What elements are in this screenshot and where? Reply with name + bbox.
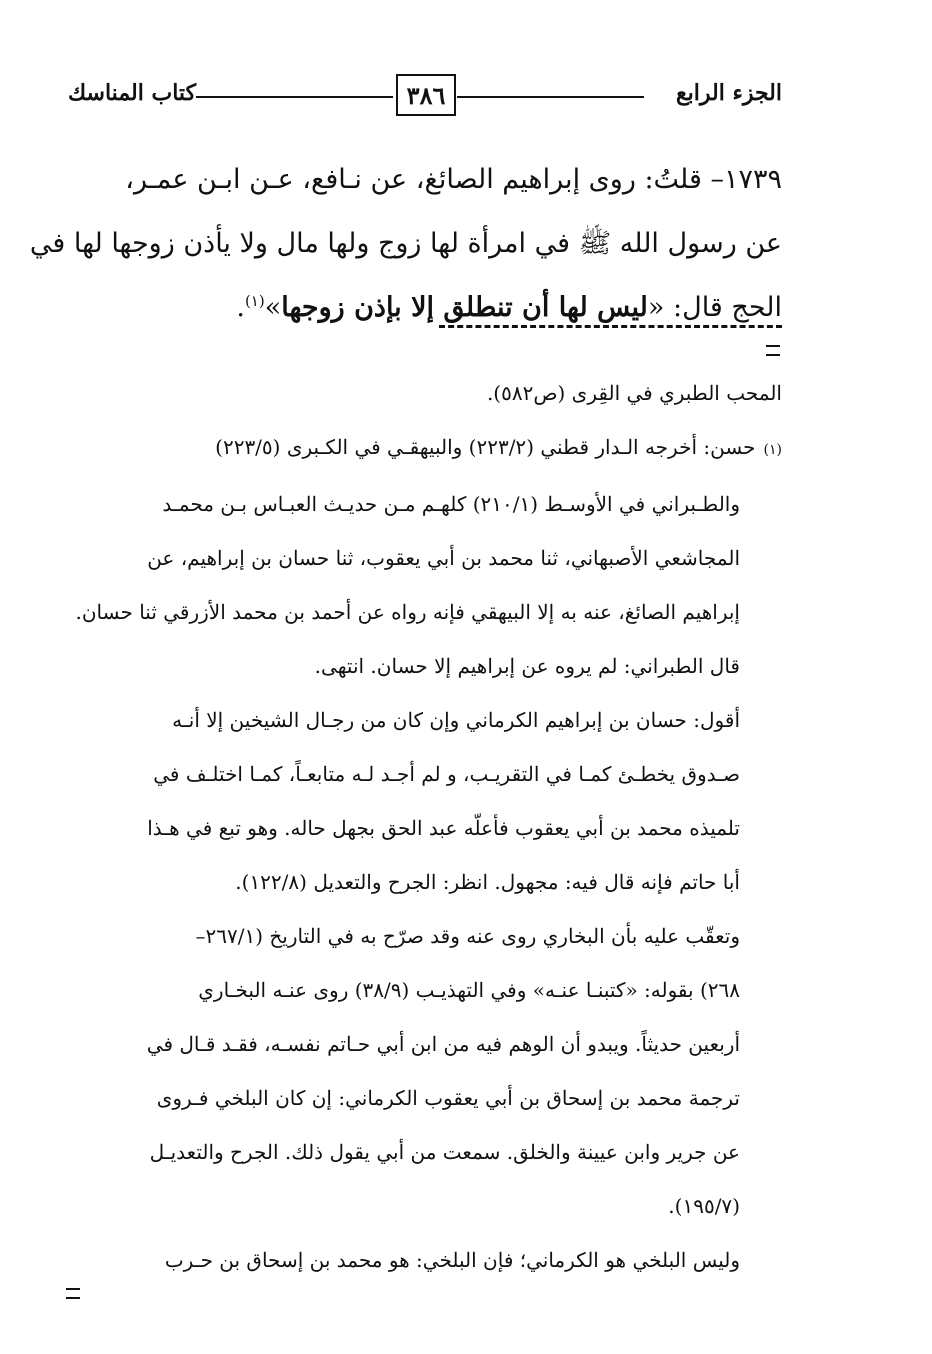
page-header (60, 74, 782, 124)
book-title: كتاب المناسك (68, 80, 197, 106)
footnote-line-15: (١٩٥/٧). (668, 1194, 740, 1218)
page-number: ٣٨٦ (396, 74, 456, 116)
footnote-line-7: صـدوق يخطـئ كمـا في التقريـب، و لم أجـد لـه متابعـاً، كمـا اختلـف في (153, 762, 740, 786)
footnote-reference: (١) (244, 292, 265, 310)
main-line-3-prefix: الحج قال: « (647, 292, 782, 323)
footnote-line-3: المجاشعي الأصبهاني، ثنا محمد بن أبي يعقوب، ثنا حسان بن إبراهيم، عن (147, 546, 740, 570)
main-line-3-suffix: » (264, 292, 282, 323)
footnote-line-1 (72, 420, 782, 477)
footnote-separator (439, 325, 782, 328)
main-line-1: ١٧٣٩– قلتُ: روى إبراهيم الصائغ، عن نـافع، عـن ابـن عمـر، (125, 164, 782, 195)
header-rule-right (457, 96, 644, 98)
main-line-3 (72, 276, 782, 340)
header-rule-left (196, 96, 393, 98)
footnote-line-12: أربعين حديثاً. ويبدو أن الوهم فيه من ابن أبي حـاتم نفسـه، فقـد قـال في (146, 1032, 740, 1056)
footnotes (72, 366, 782, 1287)
footnote-intro: المحب الطبري في القِرى (ص٥٨٢). (486, 381, 782, 405)
footnote-line-2: والطـبراني في الأوسـط (٢١٠/١) كلهـم مـن حديـث العبـاس بـن محمـد (162, 492, 740, 516)
footnote-line-9: أبا حاتم فإنه قال فيه: مجهول. انظر: الجرح والتعديل (١٢٢/٨). (235, 870, 740, 894)
continuation-mark-bottom (66, 1288, 80, 1299)
footnote-line-5: قال الطبراني: لم يروه عن إبراهيم إلا حسان. انتهى. (314, 654, 740, 678)
footnote-line-4: إبراهيم الصائغ، عنه به إلا البيهقي فإنه رواه عن أحمد بن محمد الأزرقي ثنا حسان. (75, 600, 740, 624)
hadith-text (29, 148, 782, 340)
continuation-mark (766, 345, 780, 356)
hadith-quote: ليس لها أن تنطلق إلا بإذن زوجها (281, 292, 648, 323)
main-line-2: عن رسول الله ﷺ في امرأة لها زوج ولها مال ولا يأذن زوجها لها في (29, 228, 782, 259)
footnote-line-11: ٢٦٨) بقوله: «كتبنـا عنـه» وفي التهذيـب (٣٨/٩) روى عنـه البخـاري (198, 978, 740, 1002)
footnote-number: (١) (763, 442, 782, 458)
footnote-line-16: وليس البلخي هو الكرماني؛ فإن البلخي: هو محمد بن إسحاق بن حـرب (164, 1248, 740, 1272)
main-line-3-end: . (236, 292, 245, 323)
footnote-line-10: وتعقّب عليه بأن البخاري روى عنه وقد صرّح به في التاريخ (٢٦٧/١– (195, 924, 740, 948)
footnote-line-8: تلميذه محمد بن أبي يعقوب فأعلّه عبد الحق بجهل حاله. وهو تبع في هـذا (147, 816, 740, 840)
footnote-line-1-text: حسن: أخرجه الـدار قطني (٢٢٣/٢) والبيهقـي في الكـبرى (٢٢٣/٥) (215, 435, 756, 459)
volume-title: الجزء الرابع (675, 80, 782, 106)
footnote-line-13: ترجمة محمد بن إسحاق بن أبي يعقوب الكرماني: إن كان البلخي فـروى (156, 1086, 740, 1110)
footnote-line-14: عن جرير وابن عيينة والخلق. سمعت من أبي يقول ذلك. الجرح والتعديـل (149, 1140, 740, 1164)
footnote-line-6: أقول: حسان بن إبراهيم الكرماني وإن كان من رجـال الشيخين إلا أنـه (172, 708, 740, 732)
